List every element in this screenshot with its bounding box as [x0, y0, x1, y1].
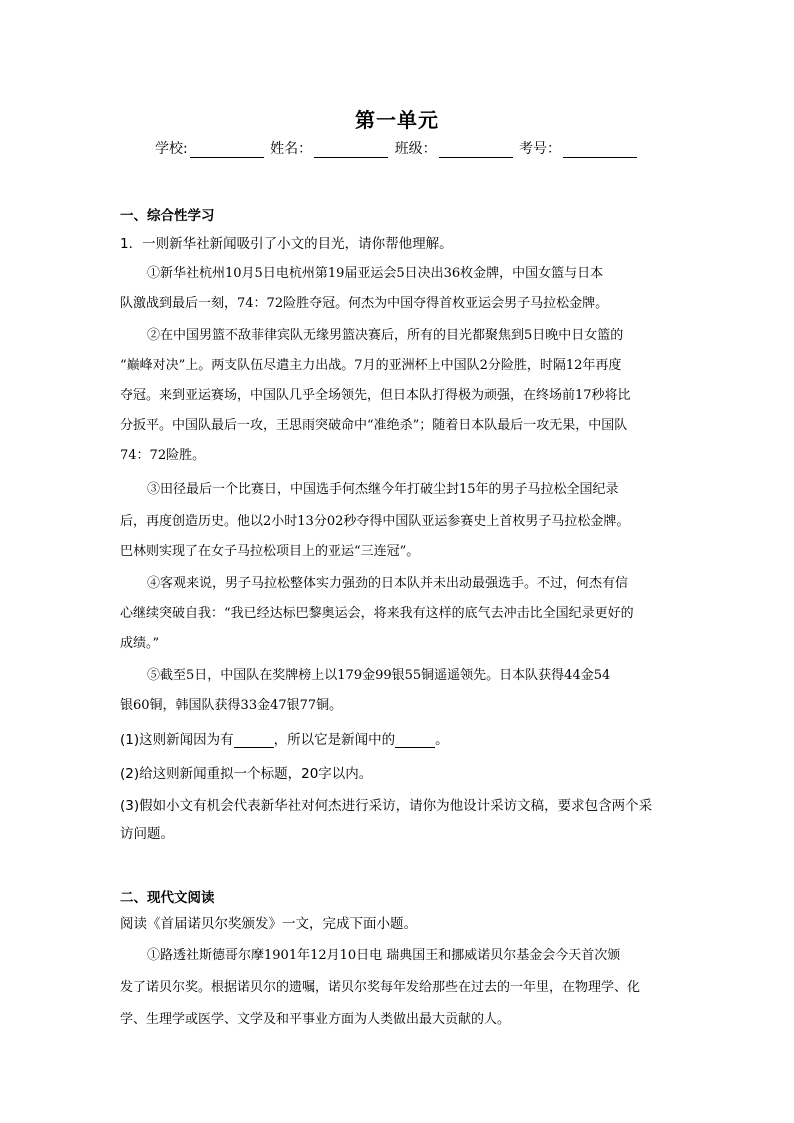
news-para-1-line-1: ①新华社杭州10月5日电杭州第19届亚运会5日决出36枚金牌，中国女篮与日本 [147, 266, 604, 281]
reading-para-1-line-2: 发了诺贝尔奖。根据诺贝尔的遗嘱，诺贝尔奖每年发给那些在过去的一年里，在物理学、化 [120, 980, 641, 995]
news-para-5-line-1: ⑤截至5日，中国队在奖牌榜上以179金99银55铜遥遥领先。日本队获得44金54 [147, 668, 611, 683]
school-label: 学校: [154, 141, 188, 157]
reading-para-1-line-3: 学、生理学或医学、文学及和平事业方面为人类做出最大贡献的人。 [120, 1012, 511, 1027]
name-blank[interactable] [314, 143, 388, 158]
news-para-2-line-3: 夺冠。来到亚运赛场，中国队几乎全场领先，但日本队打得极为顽强，在终场前17秒将比 [120, 388, 631, 403]
news-para-3-line-2: 后，再度创造历史。他以2小时13分02秒夺得中国队亚运参赛史上首枚男子马拉松金牌。 [120, 514, 630, 529]
class-label: 班级： [394, 141, 437, 157]
news-para-2-line-2: “巅峰对决”上。两支队伍尽遣主力出战。7月的亚洲杯上中国队2分险胜，时隔12年再度 [120, 358, 622, 373]
number-blank[interactable] [563, 143, 637, 158]
page-title: 第一单元 [355, 108, 439, 132]
sub-question-1-part-a: (1)这则新闻因为有 [120, 732, 234, 748]
answer-blank-2[interactable] [395, 735, 435, 748]
sub-question-1-part-b: ，所以它是新闻中的 [273, 732, 396, 748]
news-para-4-line-2: 心继续突破自我：“我已经达标巴黎奥运会，将来我有这样的底气去冲击比全国纪录更好的 [120, 606, 634, 621]
section1-heading: 一、综合性学习 [120, 208, 215, 224]
news-para-4-line-1: ④客观来说，男子马拉松整体实力强劲的日本队并未出动最强选手。不过，何杰有信 [147, 576, 629, 591]
question-1: 1．一则新华社新闻吸引了小文的目光，请你帮他理解。 [120, 236, 453, 252]
sub-question-3-line-2: 访问题。 [120, 826, 174, 842]
student-info-row [0, 138, 794, 158]
news-para-2-line-5: 74：72险胜。 [120, 448, 206, 463]
news-para-4-line-3: 成绩。” [120, 636, 160, 651]
news-para-1-line-2: 队激战到最后一刻，74：72险胜夺冠。何杰为中国夺得首枚亚运会男子马拉松金牌。 [120, 296, 609, 311]
section2-heading: 二、现代文阅读 [120, 890, 215, 906]
reading-intro: 阅读《首届诺贝尔奖颁发》一文，完成下面小题。 [120, 916, 417, 932]
news-para-3-line-3: 巴林则实现了在女子马拉松项目上的亚运“三连冠”。 [120, 544, 420, 559]
news-para-2-line-4: 分扳平。中国队最后一攻，王思雨突破命中“准绝杀”；随着日本队最后一攻无果，中国队 [120, 418, 628, 433]
news-para-2-line-1: ②在中国男篮不敌菲律宾队无缘男篮决赛后，所有的目光都聚焦到5日晚中日女篮的 [147, 328, 624, 343]
class-blank[interactable] [439, 143, 513, 158]
news-para-3-line-1: ③田径最后一个比赛日，中国选手何杰继今年打破尘封15年的男子马拉松全国纪录 [147, 482, 619, 497]
school-blank[interactable] [190, 143, 264, 158]
answer-blank-1[interactable] [234, 735, 274, 748]
number-label: 考号： [519, 141, 562, 157]
sub-question-1-part-c: 。 [435, 732, 449, 748]
news-para-5-line-2: 银60铜，韩国队获得33金47银77铜。 [120, 698, 343, 713]
sub-question-1 [120, 728, 449, 748]
sub-question-3-line-1: (3)假如小文有机会代表新华社对何杰进行采访，请你为他设计采访文稿，要求包含两个采 [120, 798, 653, 814]
sub-question-2: (2)给这则新闻重拟一个标题，20字以内。 [120, 766, 373, 782]
reading-para-1-line-1: ①路透社斯德哥尔摩1901年12月10日电 瑞典国王和挪威诺贝尔基金会今天首次颁 [147, 948, 621, 963]
name-label: 姓名： [270, 141, 313, 157]
